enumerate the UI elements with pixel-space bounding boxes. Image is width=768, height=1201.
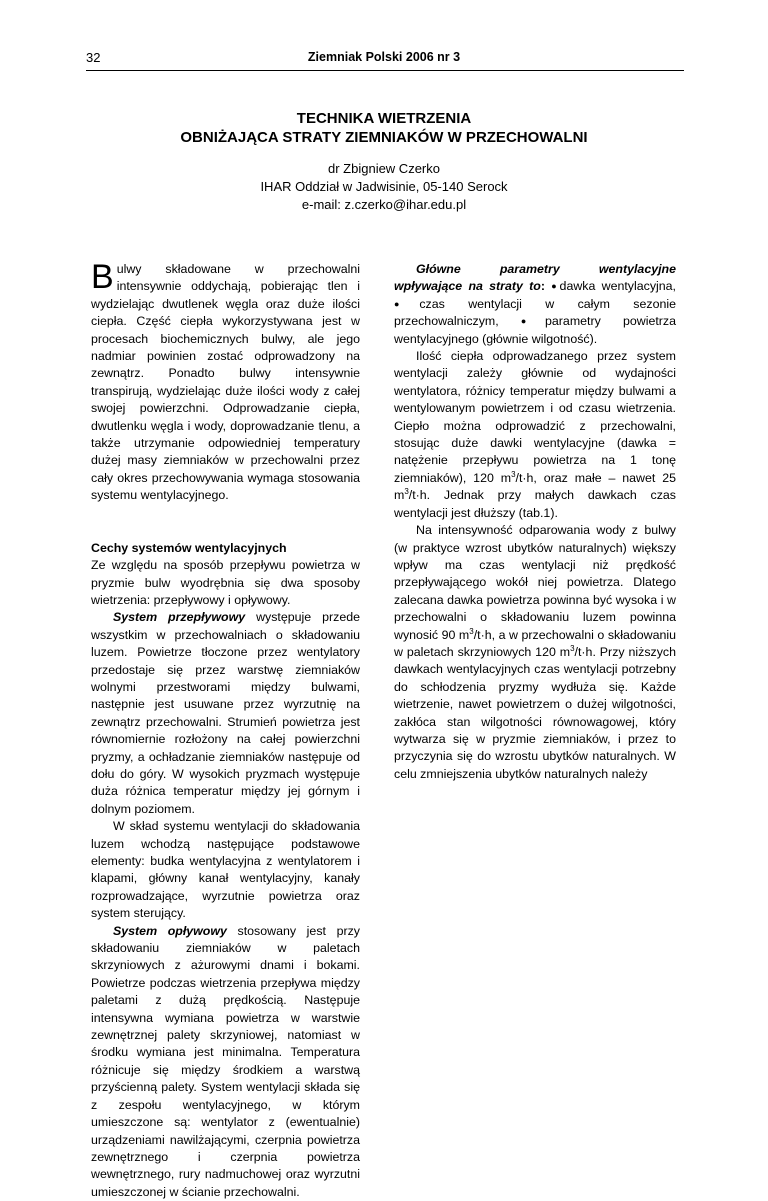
paragraph xyxy=(91,609,360,818)
paragraph xyxy=(91,923,360,1201)
author-name: dr Zbigniew Czerko xyxy=(328,161,440,176)
title-line-1: TECHNIKA WIETRZENIA xyxy=(296,110,472,127)
paragraph-text: stosowany jest przy składowaniu ziemniaków w paletach skrzyniowych z ażurowymi dnami i bokami. Powietrze podczas wietrzenia przepływa między paletami z dużą prędkością. Następuje intensywna wymiana powietrza w warstwie zewnętrznej palety skrzyniowej, natomiast w środku wymiana jest minimalna. Temperatura różnicuje się między środkiem a warstwą przyścienną palety. System wentylacji składa się z zespołu wentylacyjnego, w którym umieszczone są: wentylator z (ewentualnie) urządzeniami nawilżającymi, czerpnia powietrza zewnętrznego i czerpnia powietrza wewnętrznego, rury nadmuchowej oraz wyrzutni umieszczonej w ścianie przechowalni. xyxy=(91,923,360,1199)
paragraph: W skład systemu wentylacji do składowania luzem wchodzą następujące podstawowe elementy: budka wentylacyjna z wentylatorem i klapami, główny kanał wentylacyjny, kanały rozprowadzające, wyrzutnie powietrza oraz system sterujący. xyxy=(91,819,360,921)
author-affiliation: IHAR Oddział w Jadwisinie, 05-140 Serock xyxy=(260,179,508,194)
list-item: dawka wentylacyjna, xyxy=(559,279,677,294)
paragraph xyxy=(394,348,676,522)
term-bypass-system: System opływowy xyxy=(113,923,227,938)
article-title xyxy=(0,109,768,147)
list-item: parametry powietrza wentylacyjnego (głównie wilgotność). xyxy=(394,314,676,346)
term-flow-system: System przepływowy xyxy=(113,610,246,625)
superscript: 3 xyxy=(404,487,409,497)
paragraph-intro xyxy=(91,258,360,505)
parameters-lead: Główne parametry wentylacyjne wpływające na straty to xyxy=(394,262,676,294)
superscript: 3 xyxy=(469,626,474,636)
paragraph-text: Ilość ciepła odprowadzanego przez system wentylacji zależy głównie od wydajności wentylatora, różnicy temperatur między bulwami a wentylowanym powietrzem i od czasu wietrzenia. Ciepło można odprowadzić z przechowalni, stosując duże dawki wentylacyjne (dawka = natężenie przepływu powietrza na 1 tonę ziemniaków), 120 m xyxy=(394,349,676,485)
page-number: 32 xyxy=(86,50,101,65)
paragraph xyxy=(394,522,676,783)
paragraph-text: /t·h. Przy niższych dawkach wentylacyjnych czas wentylacji potrzebny do schłodzenia pryzmy wydłuża się. Każde wietrzenie, nawet powietrzem o dużej wilgotności, zakłóca stan wilgotności równowagowej, który wytwarza się w pryzmie ziemniaków, i przez to przyczynia się do wzrostu ubytków naturalnych. W celu zmniejszenia ubytków naturalnych należy xyxy=(394,644,676,781)
paragraph xyxy=(394,261,676,348)
colon: : xyxy=(540,279,546,294)
list-item: czas wentylacji w całym sezonie przechowalniczym, xyxy=(394,296,676,329)
paragraph: Ze względu na sposób przepływu powietrza w pryzmie bulw wyodrębnia się dwa sposoby wietrzenia: przepływowy i opływowy. xyxy=(91,558,360,607)
left-column xyxy=(91,258,360,1201)
drop-cap: B xyxy=(91,258,114,296)
title-line-2: OBNIŻAJĄCA STRATY ZIEMNIAKÓW W PRZECHOWALNI xyxy=(180,129,588,146)
paragraph-text: /t·h. Jednak przy małych dawkach czas wentylacji jest dłuższy (tab.1). xyxy=(394,488,676,520)
author-block xyxy=(0,160,768,214)
paragraph-text: ulwy składowane w przechowalni intensywnie oddychają, pobierając tlen i wydzielając dwutlenek węgla oraz duże ilości ciepła. Część ciepła wykorzystywana jest w procesach biochemicznych bulwy, ale jego nadmiar powinien zostać odprowadzony na zewnątrz. Ponadto bulwy intensywnie transpirują, wydzielając duże ilości wody z całej swojej powierzchni. Odprowadzanie ciepła, dwutlenku węgla i wody, doprowadzanie tlenu, a także utrzymanie odpowiedniej temperatury dużej masy ziemniaków w przechowalni przez cały okres przechowywania wymaga stosowania systemu wentylacyjnego. xyxy=(91,262,360,503)
journal-header: Ziemniak Polski 2006 nr 3 xyxy=(307,50,461,64)
header-rule xyxy=(86,70,684,71)
superscript: 3 xyxy=(570,643,575,653)
bullet-icon: ● xyxy=(394,298,420,309)
right-column xyxy=(394,261,676,783)
paragraph-text: Na intensywność odparowania wody z bulwy (w praktyce wzrost ubytków naturalnych) większy wpływ ma czas wentylacji niż prędkość przepływającego wokół niej powietrza. Dlatego zalecana dawka powietrza powinna być wysoka i w przechowalni o składowaniu luzem powinna wynosić 90 m xyxy=(394,523,676,642)
author-email[interactable]: e-mail: z.czerko@ihar.edu.pl xyxy=(301,197,467,212)
paragraph-text: występuje przede wszystkim w przechowalniach o składowaniu luzem. Powietrze tłoczone przez wentylatory przedostaje się przez warstwę ziemniaków wolnymi przestworami między bulwami, następnie jest usuwane przez wyrzutnię na zewnątrz przechowalni. Strumień powietrza jest równomiernie rozłożony na całej powierzchni pryzmy, a ochładzanie ziemniaków następuje od dołu do góry. W wysokich pryzmach występuje duża różnica temperatur między jej górnym i dolnym poziomem. xyxy=(91,610,360,816)
section-heading: Cechy systemów wentylacyjnych xyxy=(91,540,287,555)
paragraph-text: /t·h, a w przechowalni o składowaniu w paletach skrzyniowych 120 m xyxy=(394,627,677,659)
paragraph-text: /t·h, oraz małe – nawet 25 m xyxy=(394,470,676,503)
bullet-icon: ● xyxy=(551,281,560,292)
bullet-icon: ● xyxy=(520,316,546,327)
superscript: 3 xyxy=(511,469,516,479)
